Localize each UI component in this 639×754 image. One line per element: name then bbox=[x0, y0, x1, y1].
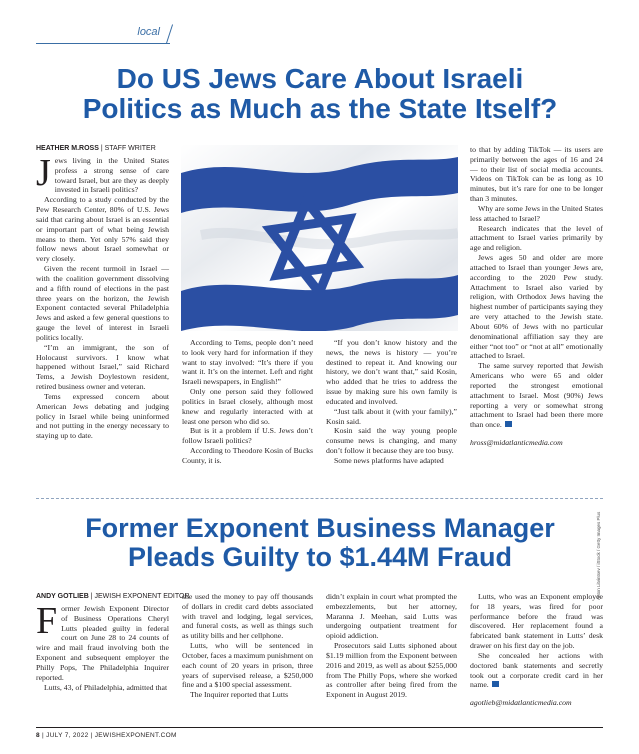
article2-column1 bbox=[36, 600, 169, 692]
article1-col1-p0: Jews living in the United States profess a strong sense of care toward Israel, but are they as deeply invested in Israeli politics? bbox=[36, 152, 169, 195]
footer-text bbox=[36, 732, 177, 739]
article1-headline-line2: Politics as Much as the State Itself? bbox=[82, 93, 558, 125]
section-tag bbox=[36, 26, 170, 44]
article1-col4-p1: Why are some Jews in the United States less attached to Israel? bbox=[470, 203, 603, 223]
section-label: local bbox=[137, 26, 160, 38]
article1-col4-p3: Jews ages 50 and older are more attached to Israel than younger Jews are, according to the 2020 Pew study. Attachment to Israel also varied by religion, with Orthodox Jews having the highest number of participants saying they are very attached to the Jewish state. About 60% of Jews with no particular denominational affiliation say they are either “not too” or “not at all” emotionally attached to Israel. bbox=[470, 253, 603, 361]
article1-email[interactable]: hross@midatlanticmedia.com bbox=[470, 438, 563, 448]
page-footer bbox=[0, 727, 639, 754]
article2-col4-p0: Lutts, who was an Exponent employee for 18 years, was fired for poor performance before the fraud was discovered. Her replacement found a fabricated bank statement in Lutts’ desk drawer on his first day on the job. bbox=[470, 592, 603, 651]
israeli-flag-photo bbox=[181, 145, 458, 331]
article2-dropcap: F bbox=[36, 600, 58, 642]
issue-date: JULY 7, 2022 bbox=[46, 732, 89, 739]
article1-headline bbox=[20, 64, 620, 124]
article-divider bbox=[36, 498, 603, 499]
article2-col3-p1: Prosecutors said Lutts siphoned about $1.19 million from the Exponent between 2016 and 2019, as well as about $255,000 from The Philly Pops, where she worked as controller after being fired from the Exponent in August 2019. bbox=[326, 641, 457, 700]
article1-col3-p0: “If you don’t know history and the news, the news is history — you’re destined to repeat it. And knowing our history, we don’t want that,” said Kosin, who added that he tries to address the issue by making sure his own family is educated and involved. bbox=[326, 338, 457, 406]
article1-col1-p1: According to a study conducted by the Pew Research Center, 80% of U.S. Jews said that caring about Israel is an essential or important part of what being Jewish means to them. Yet only 57% said they follow news about Israel somewhat or very closely. bbox=[36, 195, 169, 264]
article1-col2-p0: According to Tems, people don’t need to look very hard for information if they want to stay involved: “It’s there if you want it. It’s on the internet. Left and right Israeli newspapers, in English!” bbox=[182, 338, 313, 387]
article2-email[interactable]: agotlieb@midatlanticmedia.com bbox=[470, 698, 572, 708]
article2-column2 bbox=[182, 592, 313, 700]
photo-credit: Anton Litvintsev / iStock / Getty Images Plus bbox=[596, 511, 601, 600]
article1-dropcap: J bbox=[36, 152, 51, 194]
article1-col4-p4: The same survey reported that Jewish Americans who were 65 and older reported the strongest emotional attachment to Israel. Most (90%) Jews reporting a very or somewhat strong attachment to Israel had been there more than once. bbox=[470, 361, 603, 430]
section-slash bbox=[166, 24, 173, 43]
article2-col2-p2: The Inquirer reported that Lutts bbox=[190, 690, 289, 700]
page-number: 8 bbox=[36, 732, 40, 739]
article1-col3-p3: Some news platforms have adapted bbox=[334, 455, 444, 465]
article1-column2 bbox=[182, 338, 313, 466]
footer-sep2: | bbox=[90, 732, 95, 739]
end-mark-icon bbox=[492, 681, 499, 687]
article2-column3 bbox=[326, 592, 457, 700]
end-mark-icon bbox=[505, 421, 512, 427]
article1-column4 bbox=[470, 145, 603, 448]
article2-headline bbox=[20, 514, 620, 572]
article2-headline-line1: Former Exponent Business Manager bbox=[85, 513, 555, 543]
article2-author-role: | JEWISH EXPONENT EDITOR bbox=[88, 593, 190, 600]
article2-col1-p1: Lutts, 43, of Philadelphia, admitted that bbox=[44, 682, 168, 692]
article1-col2-p2: But is it a problem if U.S. Jews don’t follow Israeli politics? bbox=[182, 426, 313, 446]
article1-byline bbox=[36, 145, 156, 152]
article1-col1-p2: Given the recent turmoil in Israel — with the coalition government dissolving and a fifth round of elections in the past three years on the horizon, the Jewish Exponent contacted several Philadelphia Jews and asked a few general questions to gauge the level of interest in Israeli politics locally. bbox=[36, 264, 169, 342]
article1-col2-p3: According to Theodore Kosin of Bucks County, it is. bbox=[182, 446, 313, 465]
article1-col1-p3: “I’m an immigrant, the son of Holocaust survivors. I know what happened without Israel,” said Richard Tems, a Jewish Doylestown resident, retired business owner and veteran. bbox=[36, 342, 169, 392]
flag-illustration bbox=[181, 145, 458, 331]
article1-col4-p0: to that by adding TikTok — its users are primarily between the ages of 16 and 24 — to their list of social media accounts. Videos on TikTok can be as long as 10 minutes, but it’s rare for one to be longer than 3 minutes. bbox=[470, 145, 603, 204]
footer-sep1: | bbox=[42, 732, 47, 739]
article1-col1-p4: Tems expressed concern about American Jews debating and judging policy in Israel while being uninformed and not putting in the energy necessary to staying up to date. bbox=[36, 391, 169, 441]
article2-col1-p0: Former Jewish Exponent Director of Business Operations Cheryl Lutts pleaded guilty in federal court on June 28 to 24 counts of wire and mail fraud involving both the Exponent and subsequent employer the Philly Pops, The Philadelphia Inquirer reported. bbox=[36, 600, 169, 682]
article1-col3-p1: “Just talk about it (with your family),” Kosin said. bbox=[326, 406, 457, 426]
article1-col3-p2: Kosin said the way young people consume news is changing, and many don’t follow it because they are too busy. bbox=[326, 426, 457, 456]
article2-col3-p0: didn’t explain in court what prompted the embezzlements, but her attorney, Maranna J. Meehan, said Lutts was undergoing outpatient treatment for opioid addiction. bbox=[326, 592, 457, 641]
article1-col4-p2: Research indicates that the level of attachment to Israel varies primarily by age and religion. bbox=[470, 223, 603, 253]
article1-col2-p1: Only one person said they followed politics in Israel closely, although most knew and regularly interacted with at least one person who did so. bbox=[182, 387, 313, 426]
article1-author-role: | STAFF WRITER bbox=[98, 145, 156, 152]
article1-author: HEATHER M.ROSS bbox=[36, 145, 99, 152]
article2-col4-p1: She concealed her actions with doctored bank statements and secretly took out a corporate credit card in her name. bbox=[470, 650, 603, 690]
article2-col2-p1: Lutts, who will be sentenced in October, faces a maximum punishment on each count of 20 years in prison, three years of supervised release, a $250,000 fine and a $100 special assessment. bbox=[182, 641, 313, 690]
article1-headline-line1: Do US Jews Care About Israeli bbox=[116, 63, 524, 94]
site-link[interactable]: JEWISHEXPONENT.COM bbox=[94, 732, 177, 739]
article2-author: ANDY GOTLIEB bbox=[36, 593, 89, 600]
article1-column1 bbox=[36, 152, 169, 441]
article2-byline bbox=[36, 593, 190, 600]
footer-rule bbox=[36, 727, 603, 728]
article2-col2-p0: she used the money to pay off thousands of dollars in credit card debts associated with travel and lodging, legal services, and funeral costs, as well as things such as utility bills and her cellphone. bbox=[182, 592, 313, 641]
article2-headline-line2: Pleads Guilty to $1.44M Fraud bbox=[127, 542, 513, 573]
article1-column3 bbox=[326, 338, 457, 466]
article2-column4 bbox=[470, 592, 603, 708]
